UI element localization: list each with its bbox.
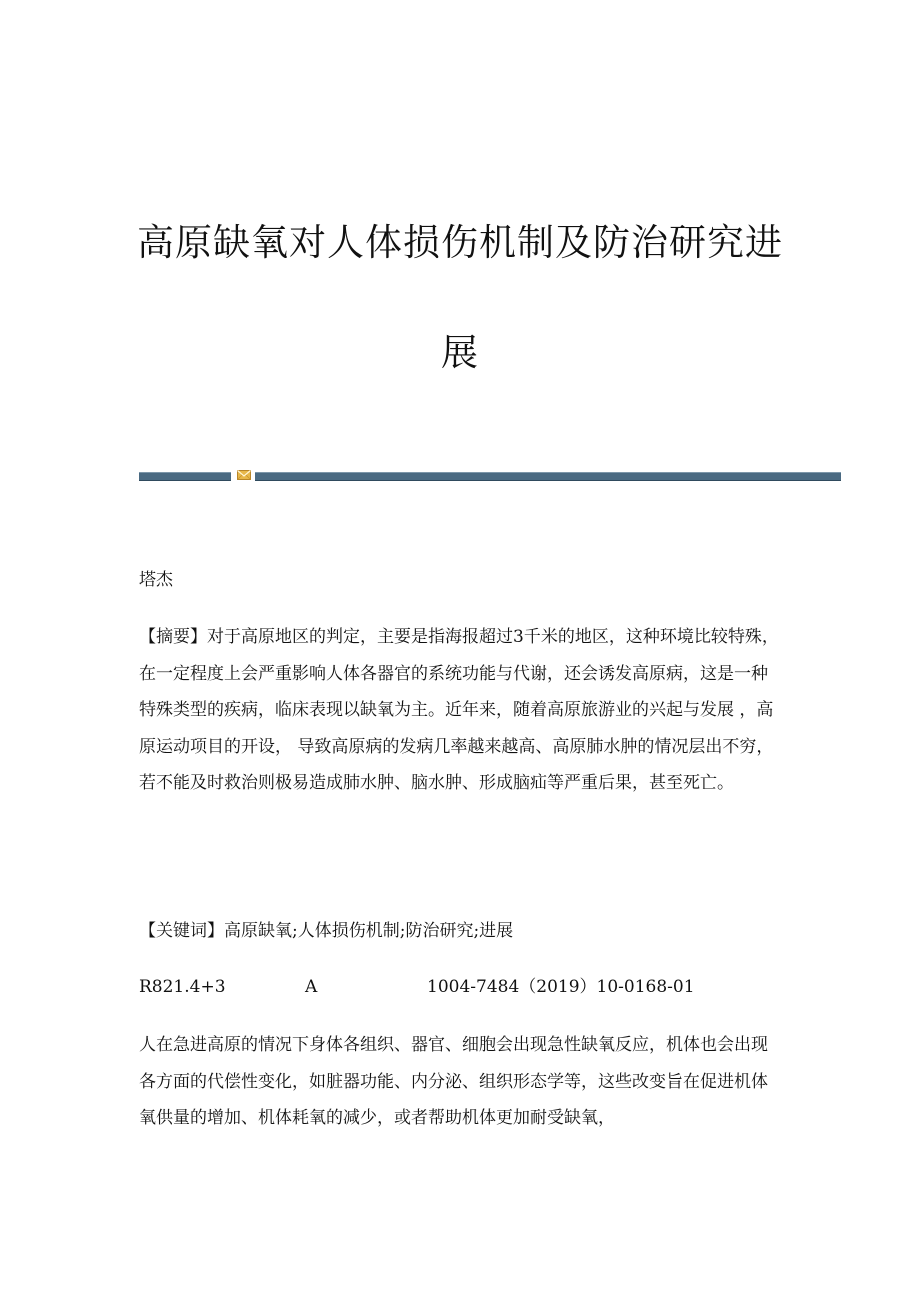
- classification-line: [139, 971, 779, 1003]
- abstract-label: 【摘要】: [139, 627, 207, 647]
- divider-bar-left: [139, 472, 231, 481]
- body-paragraph: 人在急进高原的情况下身体各组织、器官、细胞会出现急性缺氧反应，机体也会出现各方面的代偿性变化，如脏器功能、内分泌、组织形态学等，这些改变旨在促进机体氧供量的增加、机体耗氧的减少，或者帮助机体更加耐受缺氧，: [139, 1035, 768, 1128]
- keywords-text: 高原缺氧;人体损伤机制;防治研究;进展: [224, 921, 514, 941]
- document-code: A: [305, 977, 318, 997]
- keywords: [139, 915, 779, 947]
- page-title: 高原缺氧对人体损伤机制及防治研究进展: [137, 221, 783, 374]
- clc-number: R821.4+3: [139, 977, 226, 997]
- author-name: 塔杰: [139, 570, 173, 590]
- envelope-icon: [237, 469, 251, 481]
- divider-bar-right: [255, 472, 841, 481]
- abstract: [139, 619, 779, 802]
- keywords-label: 【关键词】: [139, 921, 224, 941]
- article-id: 1004-7484（2019）10-0168-01: [427, 977, 695, 997]
- abstract-text: 对于高原地区的判定，主要是指海报超过3千米的地区，这种环境比较特殊，在一定程度上会严重影响人体各器官的系统功能与代谢，还会诱发高原病，这是一种特殊类型的疾病，临床表现以缺氧为主。近年来，随着高原旅游业的兴起与发展 ，高原运动项目的开设， 导致高原病的发病几率越来越高、高原肺水肿的情况层出不穷，若不能及时救治则极易造成肺水肿、脑水肿、形成脑疝等严重后果，甚至死亡。: [139, 627, 779, 793]
- title-divider: [139, 469, 841, 481]
